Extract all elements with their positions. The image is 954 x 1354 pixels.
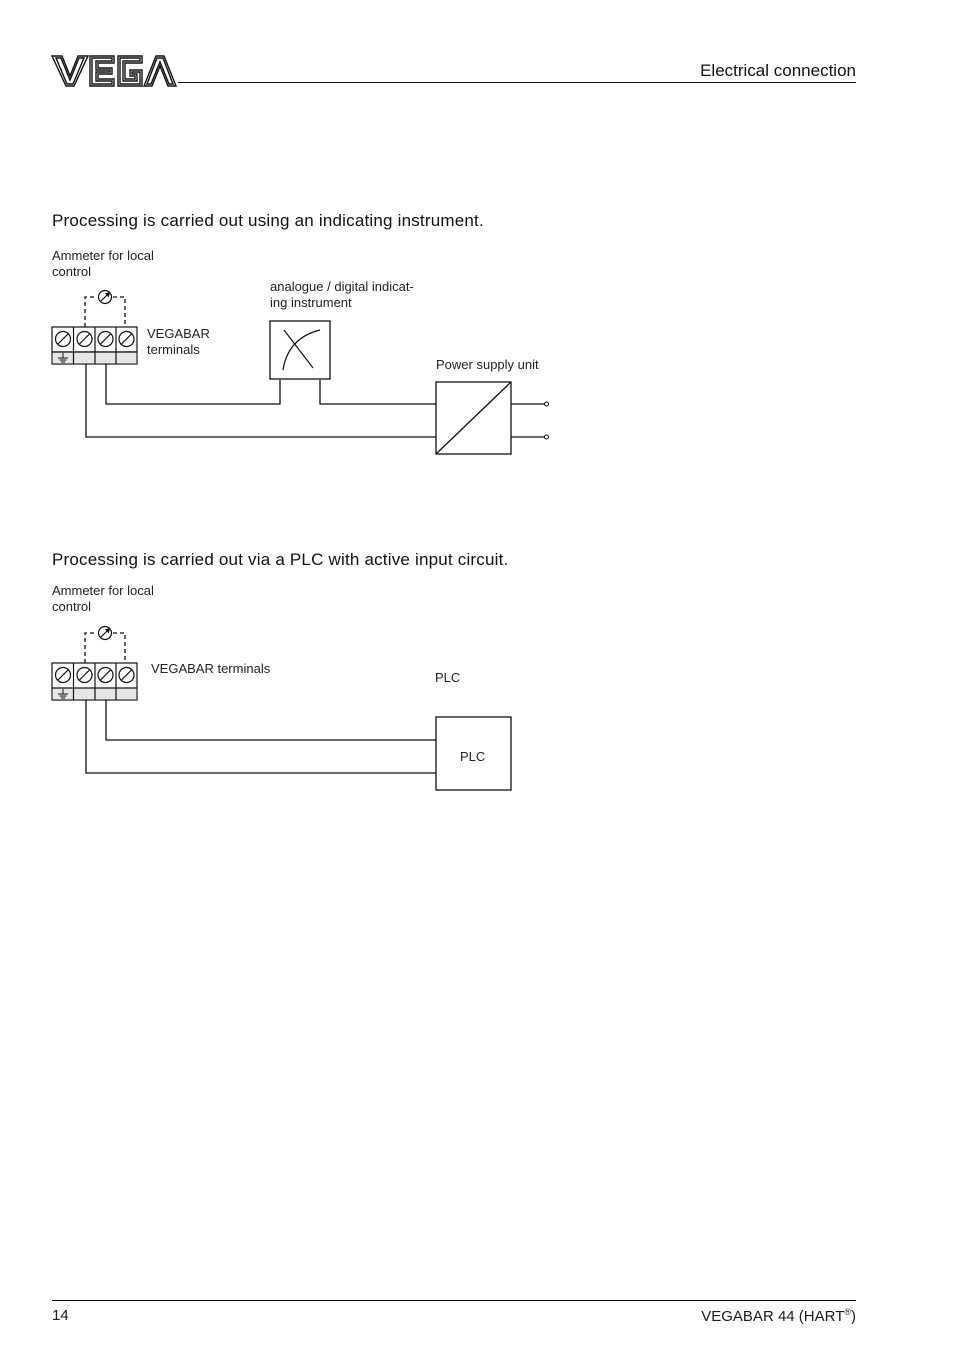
footer-rule (52, 1300, 856, 1301)
section-title: Electrical connection (700, 61, 856, 80)
wires-1 (86, 364, 545, 437)
document-title: VEGABAR 44 (HART®) (701, 1307, 856, 1325)
intro-text-2: Processing is carried out via a PLC with active input circuit. (52, 550, 509, 569)
wires-2 (86, 700, 436, 773)
ammeter-loop-1 (85, 291, 125, 328)
power-supply-unit-icon (436, 382, 511, 454)
psu-label: Power supply unit (436, 357, 539, 372)
plc-box-icon (436, 717, 511, 790)
indicating-instrument-icon (270, 321, 330, 379)
ammeter-label-1: Ammeter for local control (52, 248, 154, 279)
terminal-block-1 (52, 327, 137, 364)
plc-label: PLC (435, 670, 461, 685)
ammeter-label-2: Ammeter for local control (52, 583, 154, 614)
page-number: 14 (52, 1307, 69, 1324)
ammeter-loop-2 (85, 627, 125, 664)
terminals-label-1: VEGABAR terminals (147, 326, 210, 357)
instrument-label: analogue / digital indicat- ing instrument (270, 279, 414, 310)
intro-text-1: Processing is carried out using an indicating instrument. (52, 211, 484, 230)
terminal-block-2 (52, 663, 137, 700)
plc-box-label: PLC (460, 749, 486, 764)
terminals-label-2: VEGABAR terminals (151, 661, 271, 676)
